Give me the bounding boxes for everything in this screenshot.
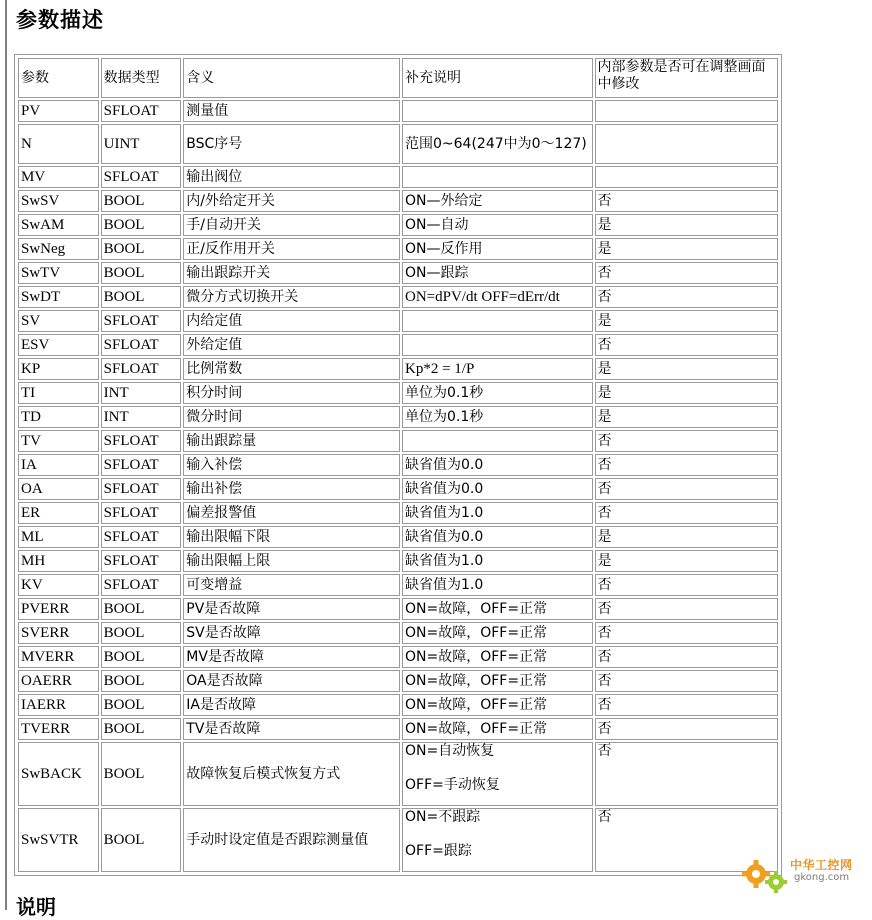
table-row <box>18 670 778 692</box>
cell-note: 单位为0.1秒 <box>402 406 593 428</box>
cell-meaning: OA是否故障 <box>183 670 400 692</box>
table-row <box>18 406 778 428</box>
cell-meaning: 故障恢复后模式恢复方式 <box>183 742 400 806</box>
cell-meaning: 比例常数 <box>183 358 400 380</box>
cell-param: TI <box>18 382 99 404</box>
cell-note: Kp*2 = 1/P <box>402 358 593 380</box>
cell-note: 缺省值为0.0 <box>402 526 593 548</box>
cell-editable: 是 <box>595 238 778 260</box>
cell-meaning: PV是否故障 <box>183 598 400 620</box>
cell-meaning: SV是否故障 <box>183 622 400 644</box>
cell-type: BOOL <box>101 742 182 806</box>
table-row <box>18 694 778 716</box>
cell-param: TD <box>18 406 99 428</box>
table-row <box>18 124 778 164</box>
cell-type: UINT <box>101 124 182 164</box>
table-row <box>18 718 778 740</box>
cell-editable <box>595 124 778 164</box>
cell-param: PV <box>18 100 99 122</box>
cell-param: MVERR <box>18 646 99 668</box>
cell-meaning: 输出补偿 <box>183 478 400 500</box>
cell-type: INT <box>101 382 182 404</box>
cell-editable: 否 <box>595 574 778 596</box>
cell-type: BOOL <box>101 190 182 212</box>
cell-type: BOOL <box>101 808 182 872</box>
cell-editable: 否 <box>595 454 778 476</box>
cell-editable: 否 <box>595 694 778 716</box>
cell-meaning: 偏差报警值 <box>183 502 400 524</box>
cell-note: 缺省值为0.0 <box>402 454 593 476</box>
cell-param: IA <box>18 454 99 476</box>
table-row <box>18 742 778 806</box>
gkong-watermark <box>738 852 868 898</box>
cell-editable: 否 <box>595 718 778 740</box>
cell-type: SFLOAT <box>101 358 182 380</box>
cell-type: SFLOAT <box>101 478 182 500</box>
cell-note <box>402 334 593 356</box>
cell-note: ON—自动 <box>402 214 593 236</box>
table-row <box>18 808 778 872</box>
cell-note: ON—跟踪 <box>402 262 593 284</box>
cell-type: SFLOAT <box>101 454 182 476</box>
table-row <box>18 238 778 260</box>
cell-note: ON=故障，OFF=正常 <box>402 646 593 668</box>
table-row <box>18 214 778 236</box>
cell-note: ON=故障，OFF=正常 <box>402 670 593 692</box>
cell-param: SwAM <box>18 214 99 236</box>
header-editable: 内部参数是否可在调整画面中修改 <box>595 58 778 98</box>
cell-meaning: 外给定值 <box>183 334 400 356</box>
header-param: 参数 <box>18 58 99 98</box>
gear-logo-icon <box>738 852 794 898</box>
cell-editable: 是 <box>595 214 778 236</box>
cell-param: OAERR <box>18 670 99 692</box>
cell-note <box>402 100 593 122</box>
cell-param: N <box>18 124 99 164</box>
cell-type: SFLOAT <box>101 166 182 188</box>
cell-note: ON=故障，OFF=正常 <box>402 598 593 620</box>
cell-note: ON=故障，OFF=正常 <box>402 622 593 644</box>
cell-type: BOOL <box>101 622 182 644</box>
cell-meaning: 输出限幅上限 <box>183 550 400 572</box>
cell-param: IAERR <box>18 694 99 716</box>
watermark-brand: 中华工控网 <box>790 858 853 872</box>
cell-param: ER <box>18 502 99 524</box>
cell-meaning: 手动时设定值是否跟踪测量值 <box>183 808 400 872</box>
cell-meaning: 输入补偿 <box>183 454 400 476</box>
cell-meaning: 手/自动开关 <box>183 214 400 236</box>
table-row <box>18 286 778 308</box>
cell-type: SFLOAT <box>101 526 182 548</box>
cell-type: BOOL <box>101 718 182 740</box>
cell-editable: 否 <box>595 478 778 500</box>
cell-note: 缺省值为1.0 <box>402 502 593 524</box>
cell-editable: 否 <box>595 622 778 644</box>
cell-param: MV <box>18 166 99 188</box>
cell-editable: 否 <box>595 334 778 356</box>
table-row <box>18 526 778 548</box>
cell-note: ON=dPV/dt OFF=dErr/dt <box>402 286 593 308</box>
cell-type: SFLOAT <box>101 334 182 356</box>
cell-meaning: 微分方式切换开关 <box>183 286 400 308</box>
cell-param: ESV <box>18 334 99 356</box>
table-row <box>18 646 778 668</box>
header-note: 补充说明 <box>402 58 593 98</box>
cell-meaning: 输出阀位 <box>183 166 400 188</box>
cell-param: SwSVTR <box>18 808 99 872</box>
cell-type: BOOL <box>101 694 182 716</box>
cell-type: BOOL <box>101 646 182 668</box>
cell-editable: 是 <box>595 358 778 380</box>
cell-editable <box>595 100 778 122</box>
left-border-line <box>5 0 7 910</box>
cell-type: BOOL <box>101 238 182 260</box>
cell-meaning: IA是否故障 <box>183 694 400 716</box>
cell-meaning: 输出跟踪开关 <box>183 262 400 284</box>
cell-note: 缺省值为0.0 <box>402 478 593 500</box>
cell-note: 缺省值为1.0 <box>402 574 593 596</box>
cell-note <box>402 430 593 452</box>
cell-editable: 否 <box>595 598 778 620</box>
cell-meaning: 输出限幅下限 <box>183 526 400 548</box>
cell-note: ON—外给定 <box>402 190 593 212</box>
cell-editable: 是 <box>595 550 778 572</box>
cell-type: BOOL <box>101 286 182 308</box>
cell-type: SFLOAT <box>101 430 182 452</box>
cell-type: SFLOAT <box>101 574 182 596</box>
cell-param: TV <box>18 430 99 452</box>
cell-param: KV <box>18 574 99 596</box>
table-row <box>18 502 778 524</box>
cell-meaning: 内/外给定开关 <box>183 190 400 212</box>
cell-note: 缺省值为1.0 <box>402 550 593 572</box>
cell-type: BOOL <box>101 598 182 620</box>
cell-editable: 否 <box>595 430 778 452</box>
cell-note: ON=自动恢复 OFF=手动恢复 <box>402 742 593 806</box>
cell-param: SwNeg <box>18 238 99 260</box>
cell-param: SVERR <box>18 622 99 644</box>
cell-meaning: 微分时间 <box>183 406 400 428</box>
cell-type: BOOL <box>101 262 182 284</box>
cell-editable: 是 <box>595 310 778 332</box>
parameter-table-frame <box>14 54 782 876</box>
cell-type: SFLOAT <box>101 502 182 524</box>
cell-meaning: 测量值 <box>183 100 400 122</box>
cell-meaning: 可变增益 <box>183 574 400 596</box>
cell-meaning: BSC序号 <box>183 124 400 164</box>
table-row <box>18 382 778 404</box>
cell-param: SwBACK <box>18 742 99 806</box>
cell-param: SwSV <box>18 190 99 212</box>
cell-meaning: MV是否故障 <box>183 646 400 668</box>
table-row <box>18 598 778 620</box>
table-row <box>18 478 778 500</box>
cell-editable: 否 <box>595 286 778 308</box>
cell-type: INT <box>101 406 182 428</box>
cell-note: ON=故障，OFF=正常 <box>402 718 593 740</box>
table-row <box>18 430 778 452</box>
table-row <box>18 454 778 476</box>
cell-note: ON=故障，OFF=正常 <box>402 694 593 716</box>
cell-param: ML <box>18 526 99 548</box>
section-title: 说明 <box>16 895 56 919</box>
header-meaning: 含义 <box>183 58 400 98</box>
cell-param: SV <box>18 310 99 332</box>
cell-editable: 否 <box>595 190 778 212</box>
cell-param: KP <box>18 358 99 380</box>
cell-meaning: 内给定值 <box>183 310 400 332</box>
table-row <box>18 310 778 332</box>
page-title: 参数描述 <box>16 8 104 32</box>
cell-meaning: 输出跟踪量 <box>183 430 400 452</box>
table-row <box>18 550 778 572</box>
cell-note: ON=不跟踪 OFF=跟踪 <box>402 808 593 872</box>
table-row <box>18 100 778 122</box>
table-row <box>18 166 778 188</box>
cell-note <box>402 310 593 332</box>
table-row <box>18 358 778 380</box>
header-data-type: 数据类型 <box>101 58 182 98</box>
cell-note: ON—反作用 <box>402 238 593 260</box>
cell-editable <box>595 166 778 188</box>
table-row <box>18 574 778 596</box>
cell-editable: 否 <box>595 742 778 806</box>
cell-type: SFLOAT <box>101 550 182 572</box>
cell-meaning: TV是否故障 <box>183 718 400 740</box>
cell-note: 单位为0.1秒 <box>402 382 593 404</box>
table-row <box>18 190 778 212</box>
table-row <box>18 622 778 644</box>
cell-type: BOOL <box>101 214 182 236</box>
cell-param: PVERR <box>18 598 99 620</box>
cell-type: BOOL <box>101 670 182 692</box>
cell-editable: 否 <box>595 262 778 284</box>
cell-editable: 是 <box>595 382 778 404</box>
cell-editable: 是 <box>595 526 778 548</box>
cell-type: SFLOAT <box>101 100 182 122</box>
cell-editable: 否 <box>595 646 778 668</box>
cell-editable: 否 <box>595 502 778 524</box>
cell-editable: 否 <box>595 670 778 692</box>
cell-editable: 是 <box>595 406 778 428</box>
cell-param: SwTV <box>18 262 99 284</box>
cell-editable: 否 <box>595 808 778 872</box>
cell-type: SFLOAT <box>101 310 182 332</box>
cell-note: 范围0~64(247中为0～127) <box>402 124 593 164</box>
cell-meaning: 积分时间 <box>183 382 400 404</box>
cell-param: TVERR <box>18 718 99 740</box>
cell-note <box>402 166 593 188</box>
table-row <box>18 262 778 284</box>
cell-param: SwDT <box>18 286 99 308</box>
table-header-row <box>18 58 778 98</box>
cell-meaning: 正/反作用开关 <box>183 238 400 260</box>
cell-param: MH <box>18 550 99 572</box>
parameter-table <box>16 56 780 874</box>
watermark-url: gkong.com <box>794 872 850 883</box>
cell-param: OA <box>18 478 99 500</box>
table-row <box>18 334 778 356</box>
